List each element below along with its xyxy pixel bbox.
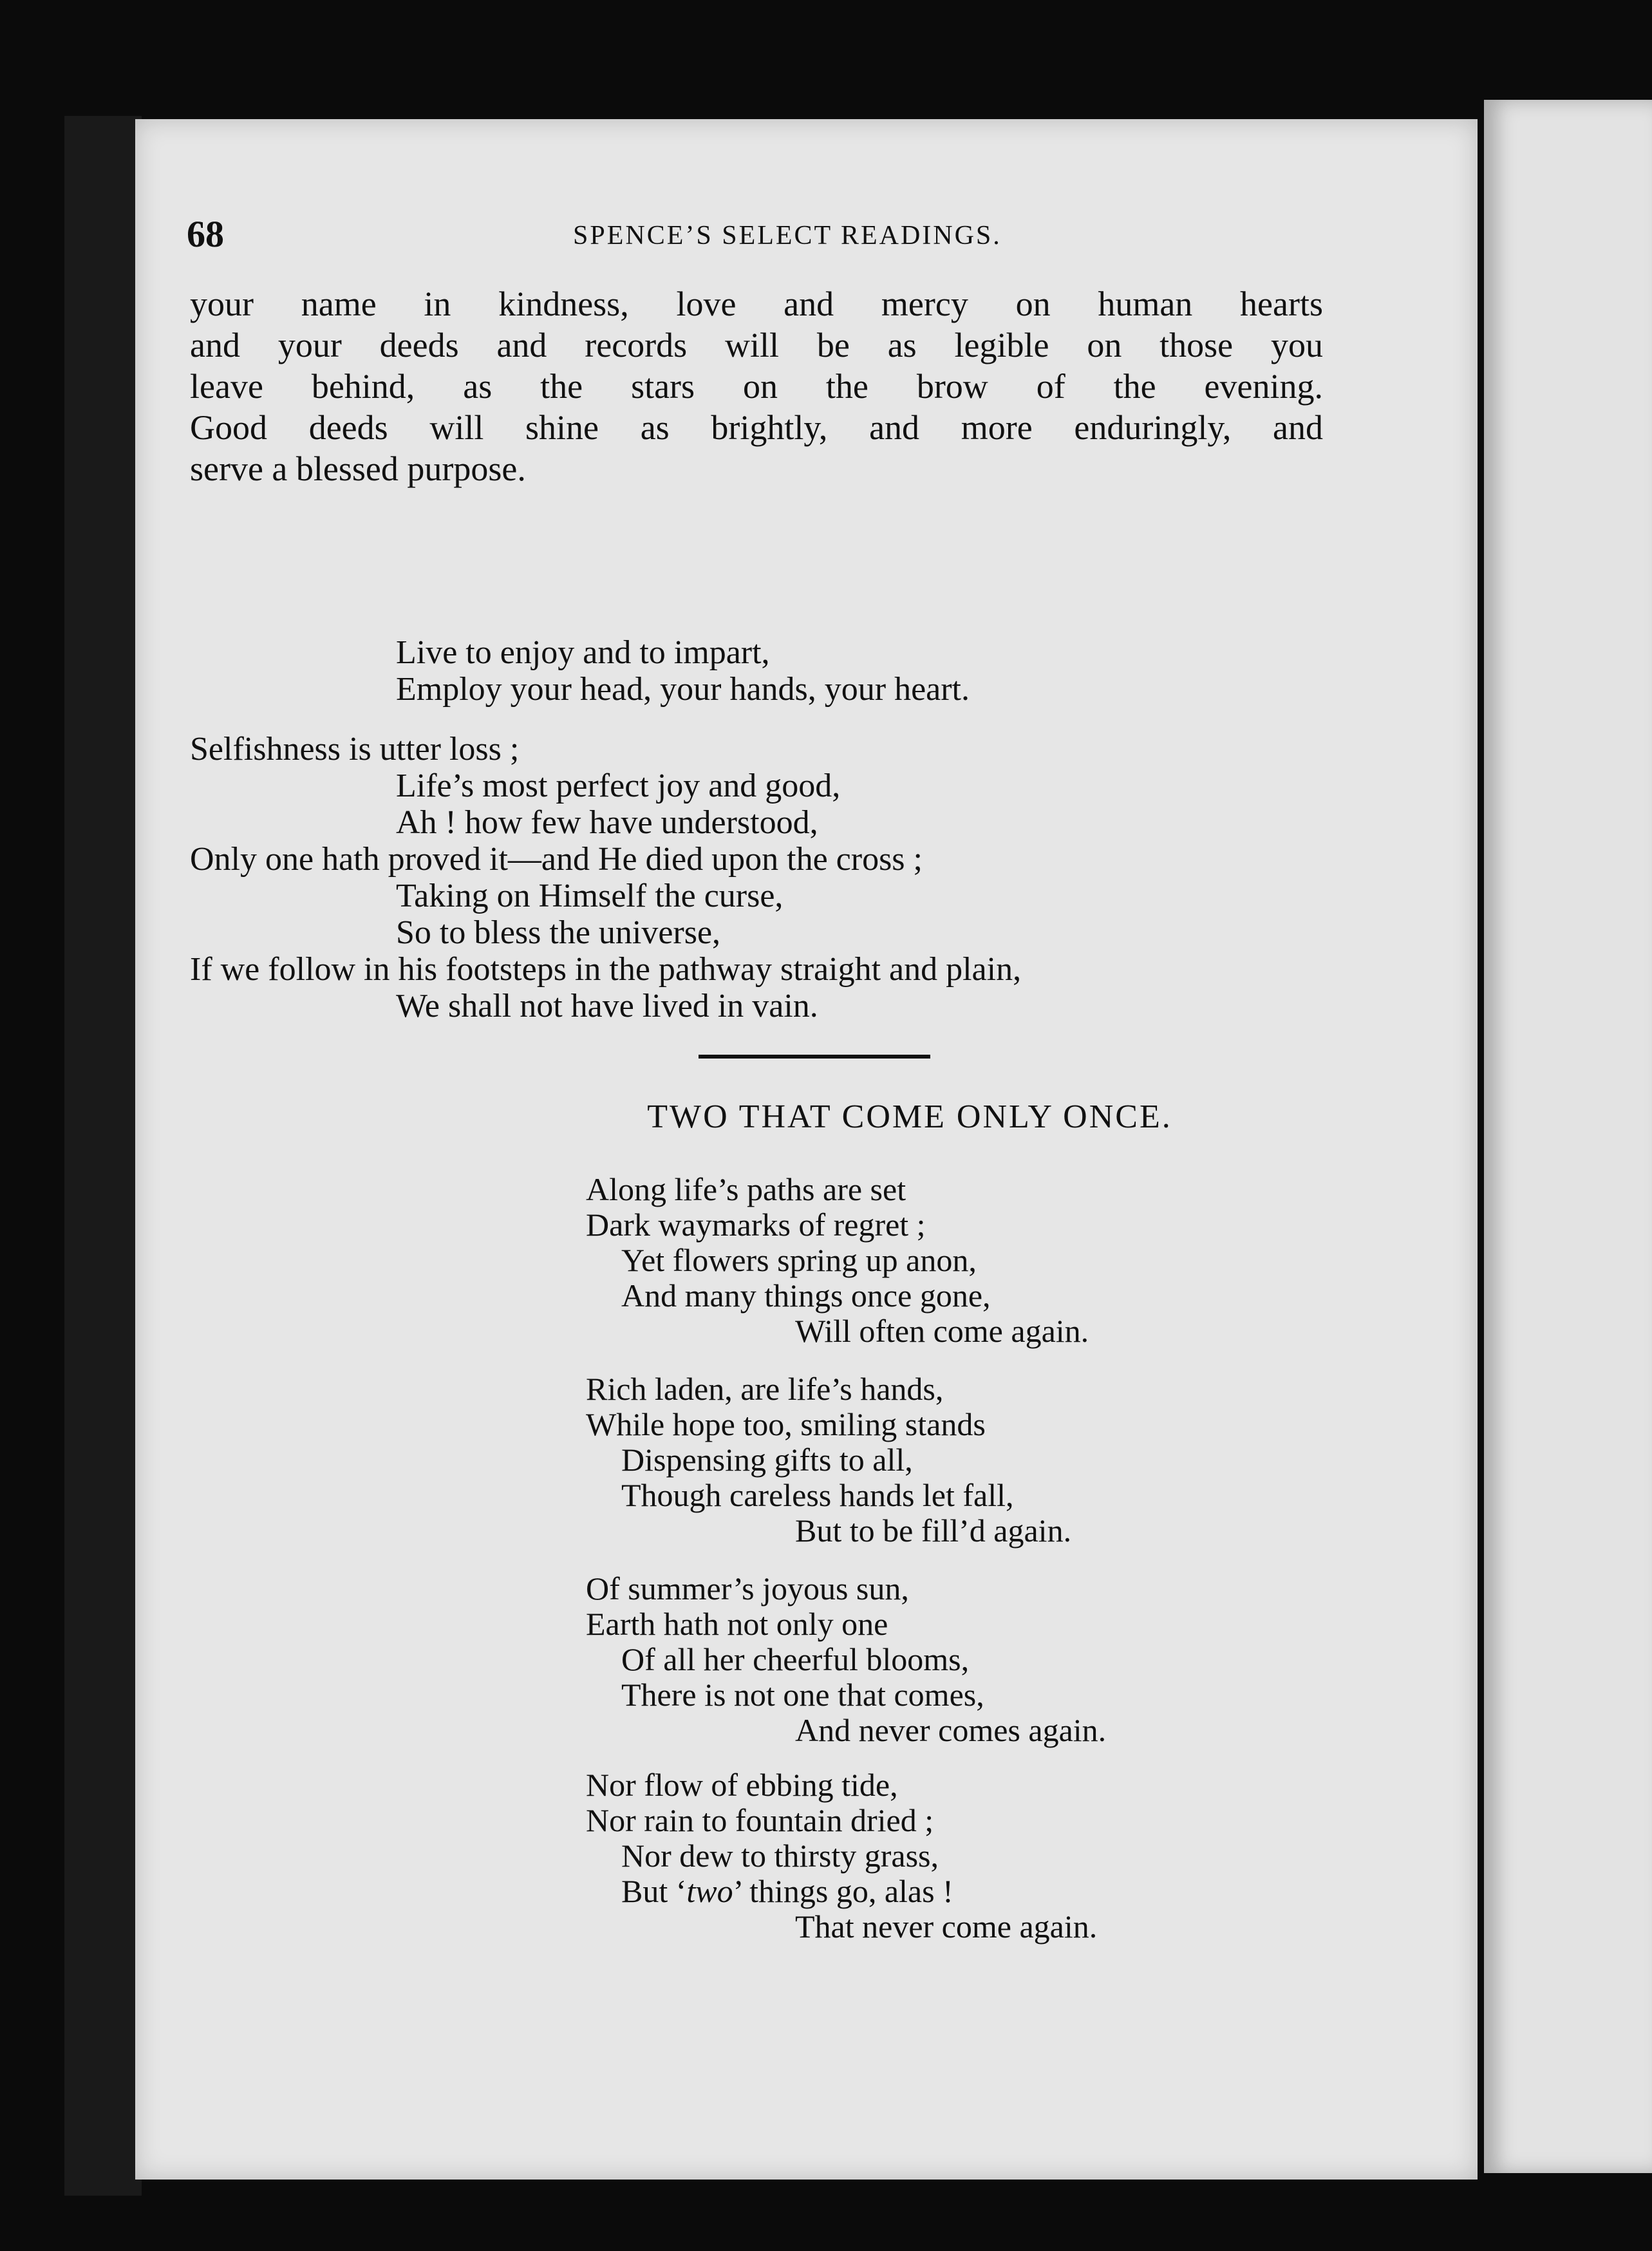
- verse-line: Life’s most perfect joy and good,: [396, 768, 841, 804]
- poem-stanza-3: [586, 1571, 1358, 1748]
- prose-line: your name in kindness, love and mercy on human hearts: [190, 285, 1323, 323]
- poem-line-part: But ‘: [621, 1873, 687, 1909]
- verse-line: Taking on Himself the curse,: [396, 878, 784, 914]
- page-number: 68: [187, 213, 224, 255]
- section-title: TWO THAT COME ONLY ONCE.: [647, 1098, 1172, 1135]
- poem-line: Nor dew to thirsty grass,: [621, 1838, 939, 1874]
- poem-line: [586, 1874, 1358, 1909]
- prose-line: and your deeds and records will be as legible on those you: [190, 326, 1323, 364]
- poem-line: While hope too, smiling stands: [586, 1406, 986, 1442]
- poem-line: Dark waymarks of regret ;: [586, 1207, 926, 1243]
- poem-line: Nor rain to fountain dried ;: [586, 1802, 934, 1838]
- book-spine-shadow: [64, 116, 142, 2196]
- poem-stanza-2: [586, 1371, 1358, 1549]
- poem-line: There is not one that comes,: [621, 1677, 984, 1713]
- running-title: SPENCE’S SELECT READINGS.: [573, 221, 1002, 250]
- prose-line: leave behind, as the stars on the brow of the evening.: [190, 367, 1323, 406]
- prose-paragraph: [190, 283, 1323, 489]
- verse-line: Employ your head, your hands, your heart.: [396, 671, 970, 708]
- poem-stanza-1: [586, 1172, 1358, 1349]
- emphasized-word: two: [686, 1873, 733, 1909]
- poem-line: Of all her cheerful blooms,: [621, 1641, 970, 1677]
- verse-line: Selfishness is utter loss ;: [190, 731, 520, 768]
- poem-line: Will often come again.: [795, 1313, 1089, 1349]
- poem-line: Of summer’s joyous sun,: [586, 1570, 909, 1606]
- poem-line: Earth hath not only one: [586, 1606, 888, 1642]
- poem-line: Though careless hands let fall,: [621, 1477, 1014, 1513]
- poem-line: Dispensing gifts to all,: [621, 1442, 913, 1478]
- prose-line: serve a blessed purpose.: [190, 449, 526, 488]
- poem-line: Along life’s paths are set: [586, 1171, 906, 1207]
- poem-line: And many things once gone,: [621, 1277, 991, 1314]
- poem-line-part: ’ things go, alas !: [733, 1873, 953, 1909]
- poem-line: Nor flow of ebbing tide,: [586, 1767, 898, 1803]
- poem-stanza-4: [586, 1767, 1358, 1945]
- verse-line: Ah ! how few have understood,: [396, 804, 818, 841]
- verse-stanza: [190, 731, 1349, 1024]
- prose-line: Good deeds will shine as brightly, and more enduringly, and: [190, 408, 1323, 447]
- verse-line: Live to enjoy and to impart,: [396, 634, 770, 671]
- verse-line: So to bless the universe,: [396, 914, 721, 951]
- poem-line: That never come again.: [795, 1908, 1098, 1945]
- poem-line: But to be fill’d again.: [795, 1512, 1072, 1549]
- section-divider: [699, 1055, 930, 1059]
- page-header: [0, 212, 1652, 258]
- verse-line: If we follow in his footsteps in the pathway straight and plain,: [190, 951, 1022, 988]
- facing-page-edge: [1484, 100, 1652, 2173]
- verse-line: We shall not have lived in vain.: [396, 988, 818, 1024]
- couplet: [190, 634, 1349, 708]
- verse-line: Only one hath proved it—and He died upon the cross ;: [190, 841, 923, 878]
- poem-line: Yet flowers spring up anon,: [621, 1242, 977, 1278]
- poem-line: Rich laden, are life’s hands,: [586, 1371, 944, 1407]
- poem-line: And never comes again.: [795, 1712, 1107, 1748]
